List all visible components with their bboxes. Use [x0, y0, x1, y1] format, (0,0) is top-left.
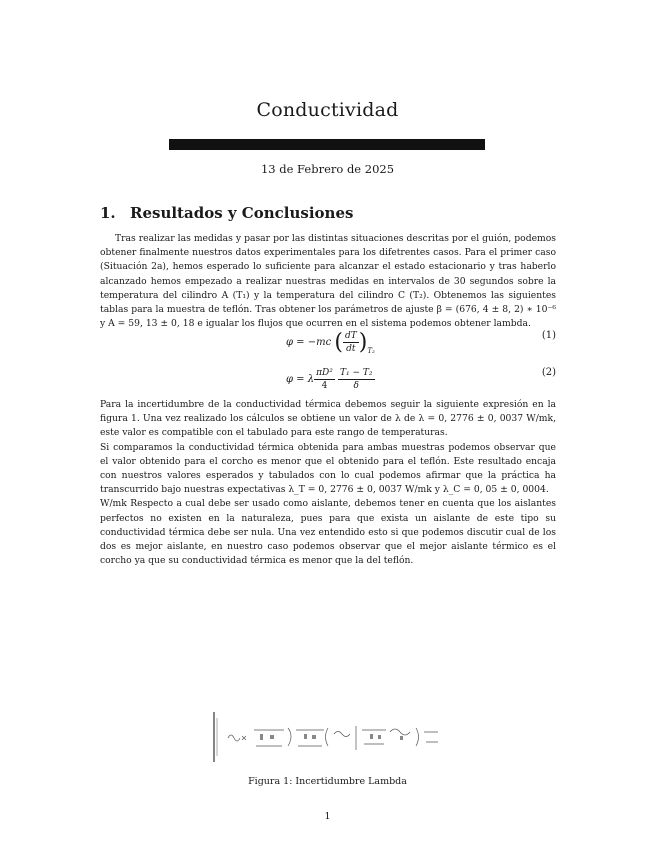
document-title: Conductividad [256, 99, 399, 121]
equation-2-lhs: φ = λ [286, 374, 315, 385]
equation-1-denominator: dt [346, 344, 356, 354]
equation-1-lhs: φ = −mc [286, 337, 332, 348]
equation-1-numerator: dT [344, 331, 357, 341]
equation-2 [100, 367, 556, 397]
paragraph-conclusion: W/mk Respecto a cual debe ser usado como aislante, debemos tener en cuenta que los aislantes perfectos no existen en la naturaleza, pues para que exista un aislante de este tipo su conductividad térmica debe ser nula. Una vez entendido esto si que podemos discutir cual de los dos es mejor aislante, en nuestro caso podemos observar que el mejor aislante térmico es el corcho ya que su conductividad térmica es menor que la del teflón. [100, 498, 556, 567]
equation-2-body [286, 367, 375, 392]
equation-2-numerator-a: πD² [316, 368, 333, 378]
paragraph-uncertainty: Para la incertidumbre de la conductividad térmica debemos seguir la siguiente expresión en la figura 1. Una vez realizado los cálculos se obtiene un valor de λ de λ = 0, 2776 ± 0, 0037 W/mk, este valor es compatible con el tabulado para este rango de temperaturas. [100, 399, 556, 439]
equation-1-tag: (1) [541, 330, 556, 341]
paragraph-intro: Tras realizar las medidas y pasar por las distintas situaciones descritas por el guión, podemos obtener finalmente nuestros datos experimentales para los difetrentes casos. Para el primer caso (Situación 2a), hemos esperado lo suficiente para alcanzar el estado estacionario y tras haberlo alcanzado hemos empezado a realizar nuestras medidas en intervalos de 30 segundos sobre la temperatura del cilindro A (T₁) y la temperatura del cilindro C (T₂). Obtenemos las siguientes tablas para la muestra de teflón. Tras obtener los parámetros de ajuste β = (676, 4 ± 8, 2) ∗ 10⁻⁶ y A = 59, 13 ± 0, 18 e igualar los flujos que ocurren en el sistema podemos obtener lambda. [100, 233, 556, 330]
redacted-author-bar [169, 139, 485, 150]
equation-1-subscript: T₂ [367, 347, 375, 355]
section-number: 1. [100, 204, 116, 222]
equation-2-numerator-b: T₁ − T₂ [340, 368, 373, 378]
paragraph-comparison: Si comparamos la conductividad térmica obtenida para ambas muestras podemos observar que el valor obtenido para el corcho es menor que el obtenido para el teflón. Este resultado encaja con nuestros valores esperados y tabulados con lo cual podemos afirmar que la práctica ha transcurrido bajo nuestras expectativas λ_T = 0, 2776 ± 0, 0037 W/mk y λ_C = 0, 05 ± 0, 0004. [100, 441, 556, 496]
equation-2-fraction-b [338, 367, 374, 392]
equation-2-fraction-a [314, 367, 335, 392]
equation-1-body: φ = −mc ( $\frac{dT}{dt}$ )$_{T_2}$ [286, 330, 375, 355]
paragraph-results [100, 398, 556, 568]
section-heading [100, 204, 353, 222]
equation-2-denominator-a: 4 [321, 381, 328, 391]
equation-1-fraction [343, 330, 359, 355]
figure-lambda-uncertainty-image [212, 708, 444, 764]
equation-2-denominator-b: δ [353, 381, 359, 391]
figure-caption: Figura 1: Incertidumbre Lambda [248, 776, 407, 787]
equation-1 [100, 330, 556, 364]
equation-2-tag: (2) [541, 367, 556, 378]
section-title: Resultados y Conclusiones [130, 204, 354, 222]
page-number: 1 [324, 811, 331, 822]
document-date: 13 de Febrero de 2025 [260, 162, 395, 176]
